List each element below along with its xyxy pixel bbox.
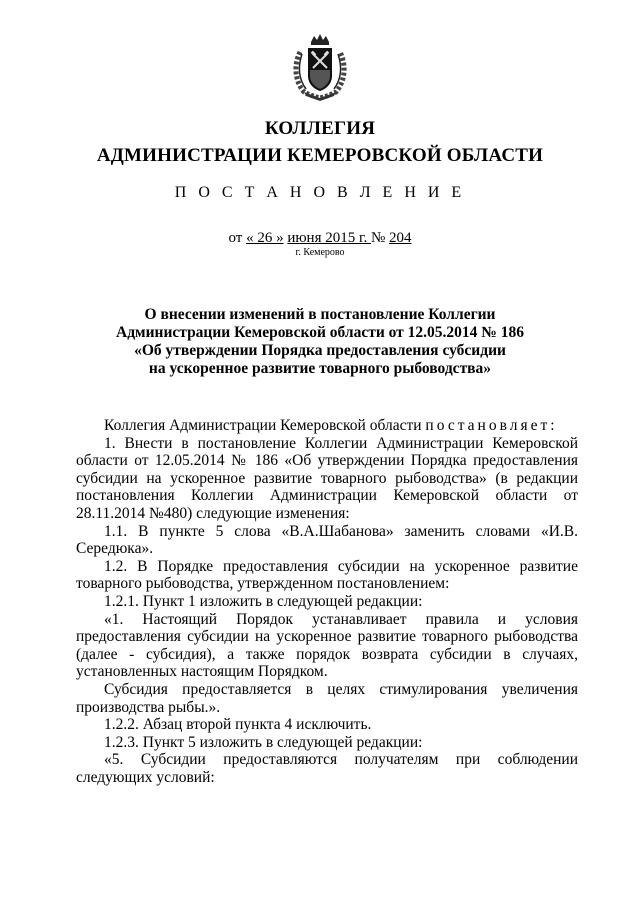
date-day: « 26 »	[246, 230, 284, 246]
paragraph-1-2-2: 1.2.2. Абзац второй пункта 4 исключить.	[104, 716, 372, 734]
date-month-year: июня 2015 г.	[287, 230, 371, 246]
document-subject	[0, 306, 640, 378]
date-line	[0, 230, 640, 247]
paragraph-1-1: 1.1. В пункте 5 слова «В.А.Шабанова» заменить словами «И.В. Середюка».	[76, 522, 578, 558]
quoted-paragraph-1b: Субсидия предоставляется в целях стимулирования увеличения производства рыбы.».	[76, 680, 578, 716]
subject-line: на ускоренное развитие товарного рыбоводства»	[148, 360, 492, 377]
document-type: П О С Т А Н О В Л Е Н И Е	[174, 184, 466, 201]
paragraph-1: 1. Внести в постановление Коллегии Администрации Кемеровской области от 12.05.2014 № 186 «Об утверждении Порядка предоставления субсидии на ускоренное развитие товарного рыбоводства» (в редакции постановления Коллегии Администрации Кемеровской области от 28.11.2014 №480) следующие изменения:	[76, 434, 578, 522]
quoted-paragraph-1: «1. Настоящий Порядок устанавливает правила и условия предоставления субсидии на ускоренное развитие товарного рыбоводства (далее - субсидия), а также порядок возврата субсидии в случаях, установленных настоящим Порядком.	[76, 610, 578, 681]
quoted-paragraph-5: «5. Субсидии предоставляются получателям при соблюдении следующих условий:	[76, 751, 578, 786]
intro-spaced-verb: постановляет:	[425, 417, 558, 434]
city: г. Кемерово	[295, 247, 345, 258]
subject-line: О внесении изменений в постановление Коллегии	[144, 306, 496, 323]
number-label: №	[370, 230, 386, 246]
org-name-line1: КОЛЛЕГИЯ	[264, 118, 376, 139]
paragraph-1-2: 1.2. В Порядке предоставления субсидии на ускоренное развитие товарного рыбоводства, утвержденном постановлением:	[76, 557, 578, 593]
date-prefix: от	[228, 230, 243, 246]
intro-paragraph	[76, 417, 578, 435]
subject-line: Администрации Кемеровской области от 12.05.2014 № 186	[116, 324, 524, 341]
intro-text: Коллегия Администрации Кемеровской области	[104, 417, 426, 434]
subject-line: «Об утверждении Порядка предоставления субсидии	[134, 342, 506, 359]
document-body	[76, 417, 578, 786]
coat-of-arms-icon	[290, 32, 350, 102]
org-name-line2: АДМИНИСТРАЦИИ КЕМЕРОВСКОЙ ОБЛАСТИ	[96, 145, 544, 166]
paragraph-1-2-3: 1.2.3. Пункт 5 изложить в следующей редакции:	[104, 733, 423, 751]
document-number: 204	[389, 230, 412, 246]
paragraph-1-2-1: 1.2.1. Пункт 1 изложить в следующей редакции:	[104, 592, 423, 610]
